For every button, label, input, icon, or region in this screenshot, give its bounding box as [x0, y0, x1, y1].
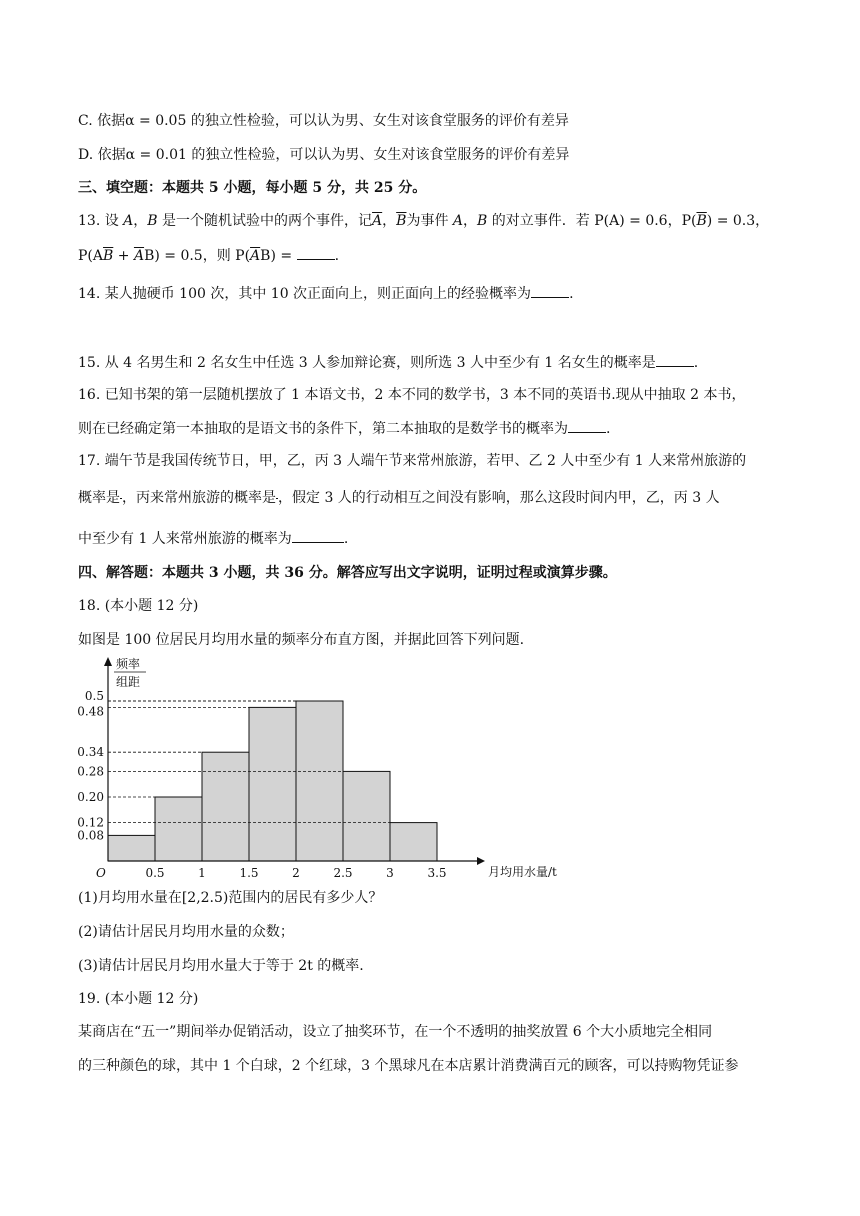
- histogram-bar: [249, 707, 296, 861]
- y-tick-label: 0.48: [77, 704, 104, 719]
- question-19-line-2: 的三种颜色的球，其中 1 个白球，2 个红球，3 个黑球凡在本店累计消费满百元的顾客，可以持购物凭证参: [78, 1058, 739, 1074]
- question-19-line-1: 某商店在“五一”期间举办促销活动，设立了抽奖环节，在一个不透明的抽奖放置 6 个大小质地完全相同: [78, 1024, 713, 1040]
- question-18-intro: 如图是 100 位居民月均用水量的频率分布直方图，并据此回答下列问题.: [78, 632, 525, 648]
- x-tick-label: 1: [198, 866, 206, 880]
- answer-blank: [531, 283, 569, 298]
- option-d: D. 依据α = 0.01 的独立性检验，可以认为男、女生对该食堂服务的评价有差异: [78, 147, 570, 163]
- y-tick-label: 0.28: [77, 764, 104, 779]
- question-19-header: 19. (本小题 12 分): [78, 991, 199, 1007]
- y-label-top: 频率: [116, 657, 141, 671]
- section-4-heading: 四、解答题：本题共 3 小题，共 36 分。解答应写出文字说明，证明过程或演算步骤。: [78, 565, 617, 581]
- question-18-header: 18. (本小题 12 分): [78, 598, 199, 614]
- question-14: 14. 某人抛硬币 100 次，其中 10 次正面向上，则正面向上的经验概率为 .: [78, 283, 574, 304]
- answer-blank: [292, 528, 344, 543]
- y-axis-arrow: [104, 657, 112, 666]
- histogram-bar: [296, 701, 343, 861]
- y-tick-label: 0.5: [84, 689, 104, 703]
- histogram-bar: [390, 823, 437, 861]
- histogram-bar: [202, 752, 249, 861]
- y-tick-label: 0.20: [77, 790, 104, 804]
- origin-label: O: [96, 866, 106, 880]
- water-usage-histogram: [76, 654, 557, 882]
- question-17-line-1: 17. 端午节是我国传统节日，甲，乙，丙 3 人端午节来常州旅游，若甲、乙 2 人中至少有 1 人来常州旅游的: [78, 453, 747, 469]
- question-17-line-2: 概率是 ，丙来常州旅游的概率是 ，假定 3 人的行动相互之间没有影响，那么这段时间内甲，乙，丙 3 人: [78, 490, 720, 506]
- section-3-heading: 三、填空题：本题共 5 小题，每小题 5 分，共 25 分。: [78, 180, 427, 196]
- histogram-bar: [343, 771, 390, 861]
- question-13-line-1: 13. 设 A，B 是一个随机试验中的两个事件，记$\overline{A}$，$\overline{B}$为事件 A，B 的对立事件．若 P(A) = 0.6，$P(\overline{B}) = 0.3$，: [78, 213, 770, 229]
- question-18-part-3: (3)请估计居民月均用水量大于等于 2t 的概率.: [78, 958, 364, 974]
- x-tick-label: 1.5: [239, 866, 259, 880]
- x-axis-label: 月均用水量/t: [488, 865, 557, 879]
- histogram-bar: [108, 835, 155, 861]
- y-tick-label: 0.34: [77, 745, 104, 760]
- y-label-bottom: 组距: [116, 675, 141, 689]
- x-tick-label: 3.5: [427, 866, 447, 880]
- y-tick-label: 0.08: [77, 828, 104, 843]
- question-15: 15. 从 4 名男生和 2 名女生中任选 3 人参加辩论赛，则所选 3 人中至少有 1 名女生的概率是 .: [78, 352, 698, 373]
- question-13-line-2: $P(A\overline{B} + \overline{A}B) = 0.5$，则 $P(\overline{A}B)$ = .: [78, 245, 339, 266]
- histogram-bar: [155, 797, 202, 861]
- x-tick-label: 0.5: [145, 866, 165, 880]
- answer-blank: [297, 245, 335, 260]
- option-c: C. 依据α = 0.05 的独立性检验，可以认为男、女生对该食堂服务的评价有差异: [78, 113, 569, 129]
- x-axis-arrow: [477, 857, 485, 865]
- y-tick-label: 0.12: [77, 815, 104, 830]
- x-tick-label: 3: [386, 866, 394, 880]
- question-16-line-2: 则在已经确定第一本抽取的是语文书的条件下，第二本抽取的是数学书的概率为 .: [78, 418, 610, 439]
- question-18-part-1: (1)月均用水量在[2,2.5)范围内的居民有多少人？: [78, 890, 383, 906]
- question-16-line-1: 16. 已知书架的第一层随机摆放了 1 本语文书，2 本不同的数学书，3 本不同的英语书.现从中抽取 2 本书，: [78, 387, 746, 403]
- x-tick-label: 2.5: [333, 866, 353, 880]
- question-17-line-3: 中至少有 1 人来常州旅游的概率为 .: [78, 528, 348, 549]
- question-18-part-2: (2)请估计居民月均用水量的众数；: [78, 924, 294, 940]
- x-tick-label: 2: [292, 866, 300, 880]
- answer-blank: [568, 418, 606, 433]
- answer-blank: [656, 352, 694, 367]
